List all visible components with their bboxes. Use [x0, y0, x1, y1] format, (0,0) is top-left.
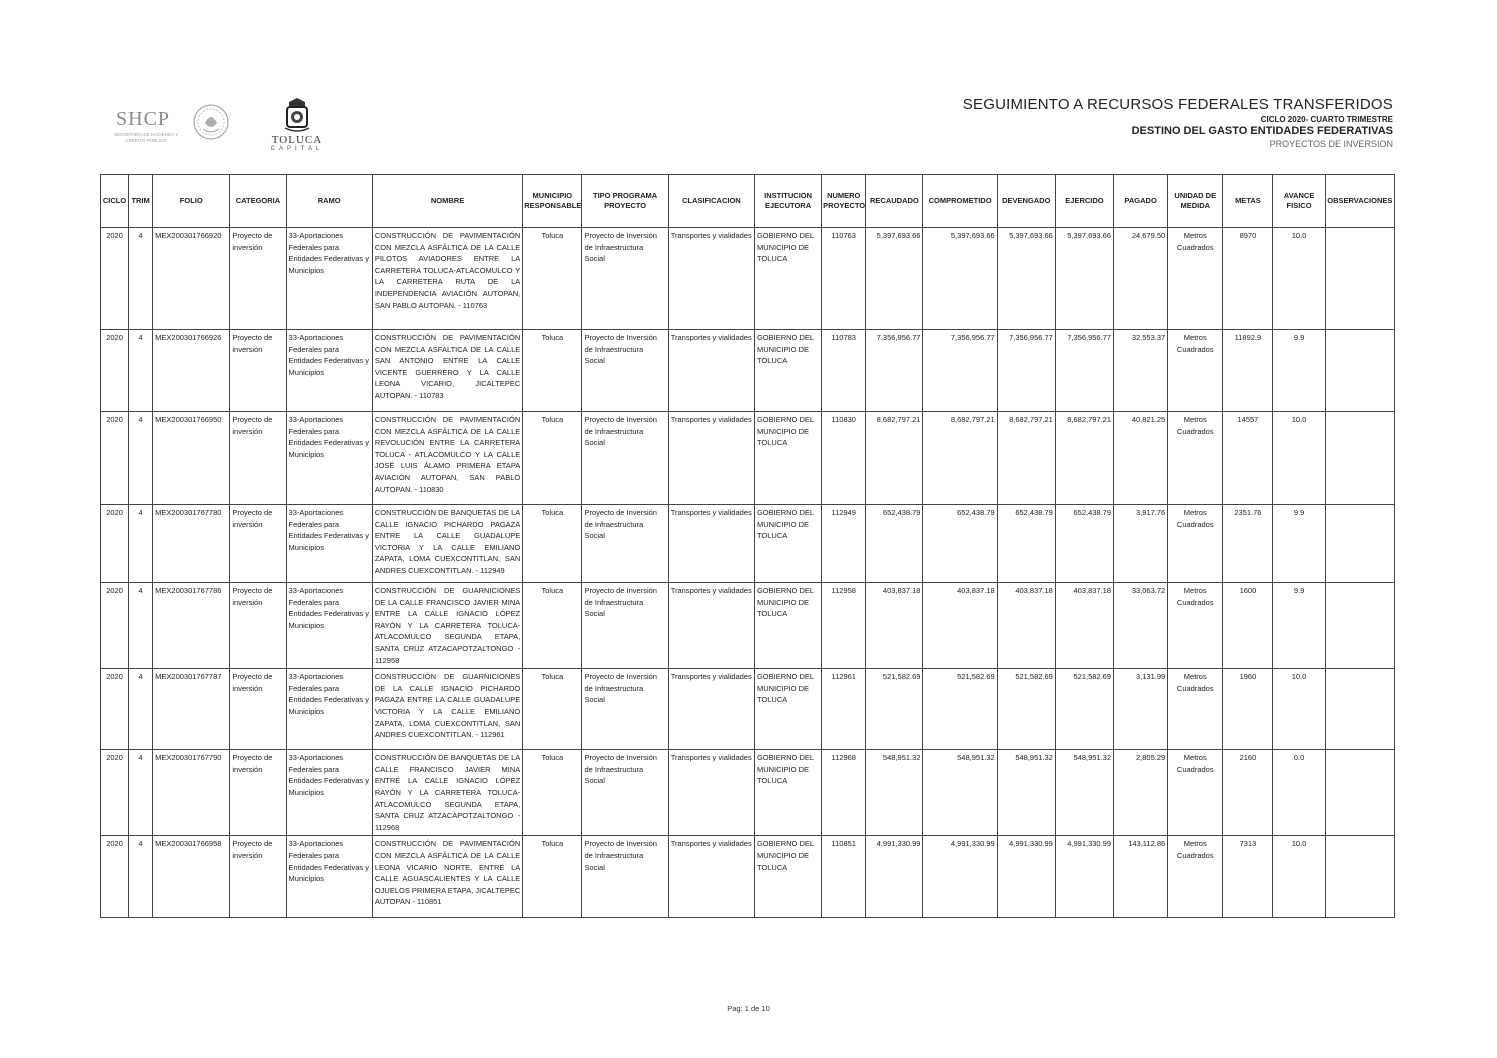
recaudado-cell: 521,582.69: [866, 669, 923, 750]
ciclo-cell: 2020: [101, 583, 129, 669]
categoria-cell: Proyecto de inversión: [230, 330, 286, 412]
trim-cell: 4: [129, 412, 153, 505]
comprometido-cell: 7,356,956.77: [923, 330, 997, 412]
ramo-cell: 33-Aportaciones Federales para Entidades Federativas y Municipios: [286, 330, 372, 412]
tipo-programa-cell: Proyecto de Inversión de Infraestructura Social: [582, 750, 668, 836]
tipo-programa-cell: Proyecto de Inversión de Infraestructura Social: [582, 583, 668, 669]
categoria-cell: Proyecto de inversión: [230, 836, 286, 918]
unidad-medida-cell: Metros Cuadrados: [1168, 330, 1223, 412]
observaciones-cell: [1325, 330, 1394, 412]
institucion-cell: GOBIERNO DEL MUNICIPIO DE TOLUCA: [754, 505, 821, 583]
column-header: PAGADO: [1114, 175, 1168, 228]
numero-proyecto-cell: 112958: [822, 583, 866, 669]
column-header: NOMBRE: [372, 175, 522, 228]
avance-fisico-cell: 9.9: [1273, 505, 1325, 583]
numero-proyecto-cell: 112968: [822, 750, 866, 836]
municipio-cell: Toluca: [523, 330, 582, 412]
comprometido-cell: 521,582.69: [923, 669, 997, 750]
column-header: CICLO: [101, 175, 129, 228]
municipio-cell: Toluca: [523, 750, 582, 836]
categoria-cell: Proyecto de inversión: [230, 583, 286, 669]
institucion-cell: GOBIERNO DEL MUNICIPIO DE TOLUCA: [754, 669, 821, 750]
institucion-cell: GOBIERNO DEL MUNICIPIO DE TOLUCA: [754, 836, 821, 918]
numero-proyecto-cell: 110830: [822, 412, 866, 505]
metas-cell: 1600: [1223, 583, 1273, 669]
trim-cell: 4: [129, 583, 153, 669]
comprometido-cell: 403,837.18: [923, 583, 997, 669]
ejercido-cell: 7,356,956.77: [1055, 330, 1113, 412]
devengado-cell: 4,991,330.99: [997, 836, 1055, 918]
table-row: [101, 750, 1395, 836]
ramo-cell: 33-Aportaciones Federales para Entidades Federativas y Municipios: [286, 583, 372, 669]
ejercido-cell: 403,837.18: [1055, 583, 1113, 669]
municipio-cell: Toluca: [523, 836, 582, 918]
ramo-cell: 33-Aportaciones Federales para Entidades Federativas y Municipios: [286, 836, 372, 918]
trim-cell: 4: [129, 750, 153, 836]
municipio-cell: Toluca: [523, 505, 582, 583]
categoria-cell: Proyecto de inversión: [230, 228, 286, 330]
observaciones-cell: [1325, 583, 1394, 669]
column-header: INSTITUCION EJECUTORA: [754, 175, 821, 228]
recaudado-cell: 403,837.18: [866, 583, 923, 669]
unidad-medida-cell: Metros Cuadrados: [1168, 836, 1223, 918]
shcp-logo: [104, 102, 186, 152]
avance-fisico-cell: 10.0: [1273, 228, 1325, 330]
nombre-cell: CONSTRUCCIÓN DE PAVIMENTACIÓN CON MEZCLA ASFÁLTICA DE LA CALLE REVOLUCIÓN ENTRE LA CARRETERA TOLUCA - ATLACOMULCO Y LA CALLE JOSÉ LUIS ÁLAMO PRIMERA ETAPA AVIACIÓN AUTOPAN, SAN PABLO AUTOPAN. - 110830: [372, 412, 522, 505]
report-cycle: CICLO 2020- CUARTO TRIMESTRE: [1260, 115, 1393, 124]
comprometido-cell: 548,951.32: [923, 750, 997, 836]
report-destination: DESTINO DEL GASTO ENTIDADES FEDERATIVAS: [1131, 125, 1393, 137]
recaudado-cell: 7,356,956.77: [866, 330, 923, 412]
projects-table: [100, 174, 1395, 918]
municipio-cell: Toluca: [523, 228, 582, 330]
trim-cell: 4: [129, 505, 153, 583]
avance-fisico-cell: 10.0: [1273, 669, 1325, 750]
institucion-cell: GOBIERNO DEL MUNICIPIO DE TOLUCA: [754, 583, 821, 669]
recaudado-cell: 4,991,330.99: [866, 836, 923, 918]
unidad-medida-cell: Metros Cuadrados: [1168, 228, 1223, 330]
clasificacion-cell: Transportes y vialidades: [668, 669, 754, 750]
institucion-cell: GOBIERNO DEL MUNICIPIO DE TOLUCA: [754, 228, 821, 330]
institucion-cell: GOBIERNO DEL MUNICIPIO DE TOLUCA: [754, 750, 821, 836]
metas-cell: 8970: [1223, 228, 1273, 330]
numero-proyecto-cell: 112961: [822, 669, 866, 750]
unidad-medida-cell: Metros Cuadrados: [1168, 750, 1223, 836]
tipo-programa-cell: Proyecto de Inversión de Infraestructura Social: [582, 412, 668, 505]
nombre-cell: CONSTRUCCIÓN DE PAVIMENTACIÓN CON MEZCLA ASFÁLTICA DE LA CALLE PILOTOS AVIADORES ENTRE LA CARRETERA TOLUCA-ATLACOMULCO Y LA CARRETERA RUTA DE LA INDEPENDENCIA AVIACIÓN AUTOPAN, SAN PABLO AUTOPAN. - 110763: [372, 228, 522, 330]
ejercido-cell: 652,438.79: [1055, 505, 1113, 583]
column-header: TIPO PROGRAMA PROYECTO: [582, 175, 668, 228]
metas-cell: 11892.9: [1223, 330, 1273, 412]
ejercido-cell: 548,951.32: [1055, 750, 1113, 836]
ramo-cell: 33-Aportaciones Federales para Entidades Federativas y Municipios: [286, 505, 372, 583]
metas-cell: 7313: [1223, 836, 1273, 918]
column-header: RECAUDADO: [866, 175, 923, 228]
comprometido-cell: 4,991,330.99: [923, 836, 997, 918]
municipio-cell: Toluca: [523, 412, 582, 505]
toluca-emblem-icon: [270, 98, 324, 134]
report-section: PROYECTOS DE INVERSION: [1269, 139, 1393, 149]
column-header: MUNICIPIO RESPONSABLE: [523, 175, 582, 228]
table-row: [101, 228, 1395, 330]
clasificacion-cell: Transportes y vialidades: [668, 330, 754, 412]
folio-cell: MEX200301766958: [153, 836, 230, 918]
pagado-cell: 143,112.86: [1114, 836, 1168, 918]
nombre-cell: CONSTRUCCIÓN DE PAVIMENTACIÓN CON MEZCLA ASFÁLTICA DE LA CALLE LEONA VICARIO NORTE, ENTRE LA CALLE AGUASCALIENTES Y LA CALLE OJUELOS PRIMERA ETAPA, JICALTEPEC AUTOPAN - 110851: [372, 836, 522, 918]
column-header: CLASIFICACION: [668, 175, 754, 228]
numero-proyecto-cell: 110763: [822, 228, 866, 330]
toluca-logo: [270, 98, 324, 154]
pagado-cell: 32,553.37: [1114, 330, 1168, 412]
nombre-cell: CONSTRUCCIÓN DE GUARNICIONES DE LA CALLE IGNACIO PICHARDO PAGAZA ENTRE LA CALLE GUADALUPE VICTORIA Y LA CALLE EMILIANO ZAPATA, LOMA CUEXCONTITLAN, SAN ANDRES CUEXCONTITLAN. - 112961: [372, 669, 522, 750]
numero-proyecto-cell: 110851: [822, 836, 866, 918]
observaciones-cell: [1325, 505, 1394, 583]
comprometido-cell: 8,682,797.21: [923, 412, 997, 505]
devengado-cell: 403,837.18: [997, 583, 1055, 669]
column-header: AVANCE FISICO: [1273, 175, 1325, 228]
shcp-logo-subtitle: SECRETARÍA DE HACIENDA Y CRÉDITO PÚBLICO: [113, 132, 179, 143]
toluca-logo-word: TOLUCA: [271, 134, 323, 146]
column-header: DEVENGADO: [997, 175, 1055, 228]
observaciones-cell: [1325, 836, 1394, 918]
ramo-cell: 33-Aportaciones Federales para Entidades Federativas y Municipios: [286, 228, 372, 330]
pagado-cell: 2,805.29: [1114, 750, 1168, 836]
avance-fisico-cell: 9.9: [1273, 330, 1325, 412]
column-header: EJERCIDO: [1055, 175, 1113, 228]
table-header-row: [101, 175, 1395, 228]
ejercido-cell: 521,582.69: [1055, 669, 1113, 750]
column-header: NUMERO PROYECTO: [822, 175, 866, 228]
table-row: [101, 583, 1395, 669]
ciclo-cell: 2020: [101, 412, 129, 505]
pagado-cell: 3,131.99: [1114, 669, 1168, 750]
avance-fisico-cell: 10.0: [1273, 836, 1325, 918]
folio-cell: MEX200301767787: [153, 669, 230, 750]
clasificacion-cell: Transportes y vialidades: [668, 505, 754, 583]
tipo-programa-cell: Proyecto de Inversión de Infraestructura Social: [582, 836, 668, 918]
ciclo-cell: 2020: [101, 330, 129, 412]
column-header: RAMO: [286, 175, 372, 228]
nombre-cell: CONSTRUCCIÓN DE GUARNICIONES DE LA CALLE FRANCISCO JAVIER MINA ENTRE LA CALLE IGNACIO LÓPEZ RAYÓN Y LA CARRETERA TOLUCA-ATLACOMULCO SEGUNDA ETAPA, SANTA CRUZ ATZACAPOTZALTONGO - 112958: [372, 583, 522, 669]
toluca-logo-capital: CAPITAL: [270, 146, 324, 152]
institucion-cell: GOBIERNO DEL MUNICIPIO DE TOLUCA: [754, 330, 821, 412]
folio-cell: MEX200301767780: [153, 505, 230, 583]
devengado-cell: 8,682,797.21: [997, 412, 1055, 505]
unidad-medida-cell: Metros Cuadrados: [1168, 583, 1223, 669]
comprometido-cell: 5,397,693.66: [923, 228, 997, 330]
categoria-cell: Proyecto de inversión: [230, 412, 286, 505]
column-header: OBSERVACIONES: [1325, 175, 1394, 228]
ejercido-cell: 4,991,330.99: [1055, 836, 1113, 918]
shcp-logo-abbr: SHCP: [116, 108, 171, 130]
categoria-cell: Proyecto de inversión: [230, 505, 286, 583]
table-row: [101, 669, 1395, 750]
clasificacion-cell: Transportes y vialidades: [668, 412, 754, 505]
column-header: TRIM: [129, 175, 153, 228]
folio-cell: MEX200301766950: [153, 412, 230, 505]
ramo-cell: 33-Aportaciones Federales para Entidades Federativas y Municipios: [286, 412, 372, 505]
categoria-cell: Proyecto de inversión: [230, 669, 286, 750]
tipo-programa-cell: Proyecto de Inversión de Infraestructura Social: [582, 330, 668, 412]
tipo-programa-cell: Proyecto de Inversión de Infraestructura Social: [582, 228, 668, 330]
table-row: [101, 330, 1395, 412]
ejercido-cell: 8,682,797.21: [1055, 412, 1113, 505]
unidad-medida-cell: Metros Cuadrados: [1168, 412, 1223, 505]
devengado-cell: 521,582.69: [997, 669, 1055, 750]
tipo-programa-cell: Proyecto de Inversión de Infraestructura Social: [582, 669, 668, 750]
recaudado-cell: 8,682,797.21: [866, 412, 923, 505]
report-title: SEGUIMIENTO A RECURSOS FEDERALES TRANSFERIDOS: [962, 96, 1393, 113]
page-number: Pag: 1 de 10: [727, 1004, 770, 1013]
devengado-cell: 5,397,693.66: [997, 228, 1055, 330]
clasificacion-cell: Transportes y vialidades: [668, 583, 754, 669]
clasificacion-cell: Transportes y vialidades: [668, 228, 754, 330]
ejercido-cell: 5,397,693.66: [1055, 228, 1113, 330]
table-row: [101, 412, 1395, 505]
devengado-cell: 7,356,956.77: [997, 330, 1055, 412]
ciclo-cell: 2020: [101, 750, 129, 836]
pagado-cell: 33,063.72: [1114, 583, 1168, 669]
devengado-cell: 652,438.79: [997, 505, 1055, 583]
ciclo-cell: 2020: [101, 836, 129, 918]
avance-fisico-cell: 9.9: [1273, 583, 1325, 669]
column-header: FOLIO: [153, 175, 230, 228]
metas-cell: 2351.76: [1223, 505, 1273, 583]
institucion-cell: GOBIERNO DEL MUNICIPIO DE TOLUCA: [754, 412, 821, 505]
recaudado-cell: 548,951.32: [866, 750, 923, 836]
recaudado-cell: 5,397,693.66: [866, 228, 923, 330]
avance-fisico-cell: 0.0: [1273, 750, 1325, 836]
recaudado-cell: 652,438.79: [866, 505, 923, 583]
column-header: UNIDAD DE MEDIDA: [1168, 175, 1223, 228]
clasificacion-cell: Transportes y vialidades: [668, 750, 754, 836]
nombre-cell: CONSTRUCCIÓN DE PAVIMENTACIÓN CON MEZCLA ASFALTICA DE LA CALLE SAN ANTONIO ENTRE LA CALLE VICENTE GUERRERO Y LA CALLE LEONA VICARIO, JICALTEPEC AUTOPAN. - 110783: [372, 330, 522, 412]
municipio-cell: Toluca: [523, 583, 582, 669]
table-row: [101, 836, 1395, 918]
devengado-cell: 548,951.32: [997, 750, 1055, 836]
ramo-cell: 33-Aportaciones Federales para Entidades Federativas y Municipios: [286, 669, 372, 750]
observaciones-cell: [1325, 669, 1394, 750]
column-header: COMPROMETIDO: [923, 175, 997, 228]
ciclo-cell: 2020: [101, 669, 129, 750]
folio-cell: MEX200301767790: [153, 750, 230, 836]
column-header: CATEGORIA: [230, 175, 286, 228]
ciclo-cell: 2020: [101, 228, 129, 330]
observaciones-cell: [1325, 228, 1394, 330]
folio-cell: MEX200301766926: [153, 330, 230, 412]
nombre-cell: CONSTRUCCIÓN DE BANQUETAS DE LA CALLE IGNACIO PICHARDO PAGAZA ENTRE LA CALLE GUADALUPE VICTORIA Y LA CALLE EMILIANO ZAPATA, LOMA CUEXCONTITLAN, SAN ANDRES CUEXCONTITLAN. - 112949: [372, 505, 522, 583]
comprometido-cell: 652,438.79: [923, 505, 997, 583]
unidad-medida-cell: Metros Cuadrados: [1168, 669, 1223, 750]
column-header: METAS: [1223, 175, 1273, 228]
trim-cell: 4: [129, 330, 153, 412]
pagado-cell: 40,821.25: [1114, 412, 1168, 505]
trim-cell: 4: [129, 669, 153, 750]
folio-cell: MEX200301767786: [153, 583, 230, 669]
municipio-cell: Toluca: [523, 669, 582, 750]
unidad-medida-cell: Metros Cuadrados: [1168, 505, 1223, 583]
observaciones-cell: [1325, 412, 1394, 505]
ramo-cell: 33-Aportaciones Federales para Entidades Federativas y Municipios: [286, 750, 372, 836]
pagado-cell: 3,917.76: [1114, 505, 1168, 583]
table-row: [101, 505, 1395, 583]
report-title-block: [963, 96, 1393, 149]
nombre-cell: CONSTRUCCIÓN DE BANQUETAS DE LA CALLE FRANCISCO JAVIER MINA ENTRE LA CALLE IGNACIO LÓPEZ RAYÓN Y LA CARRETERA TOLUCA-ATLACOMULCO SEGUNDA ETAPA, SANTA CRUZ ATZACAPOTZALTONGO - 112968: [372, 750, 522, 836]
national-seal-icon: [191, 101, 231, 143]
numero-proyecto-cell: 110783: [822, 330, 866, 412]
trim-cell: 4: [129, 228, 153, 330]
metas-cell: 2160: [1223, 750, 1273, 836]
observaciones-cell: [1325, 750, 1394, 836]
folio-cell: MEX200301766920: [153, 228, 230, 330]
avance-fisico-cell: 10.0: [1273, 412, 1325, 505]
tipo-programa-cell: Proyecto de Inversión de Infraestructura Social: [582, 505, 668, 583]
pagado-cell: 24,679.50: [1114, 228, 1168, 330]
numero-proyecto-cell: 112949: [822, 505, 866, 583]
metas-cell: 14557: [1223, 412, 1273, 505]
trim-cell: 4: [129, 836, 153, 918]
clasificacion-cell: Transportes y vialidades: [668, 836, 754, 918]
categoria-cell: Proyecto de inversión: [230, 750, 286, 836]
ciclo-cell: 2020: [101, 505, 129, 583]
metas-cell: 1960: [1223, 669, 1273, 750]
